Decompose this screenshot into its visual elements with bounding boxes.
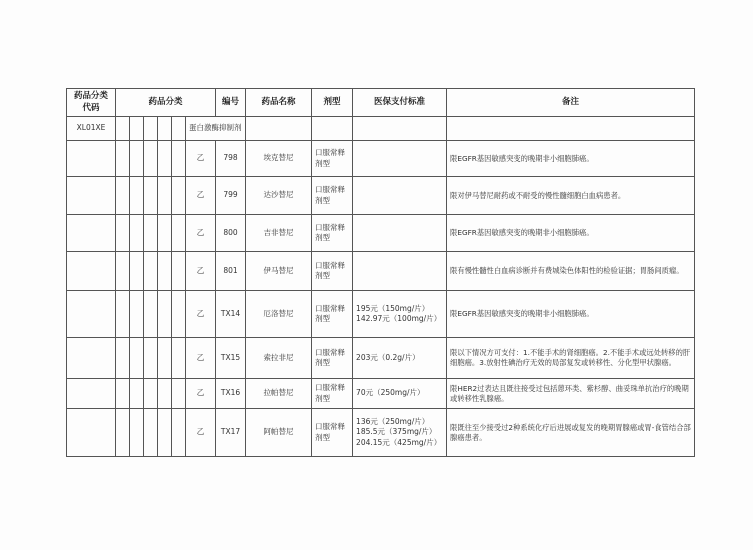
table-row xyxy=(67,177,695,215)
drug-name-cell: 吉非替尼 xyxy=(246,215,312,252)
form-cell: 口服常释剂型 xyxy=(312,379,353,409)
remark-cell: 限EGFR基因敏感突变的晚期非小细胞肺癌。 xyxy=(447,141,695,177)
form-cell: 口服常释剂型 xyxy=(312,291,353,338)
header-remarks: 备注 xyxy=(447,89,695,117)
table-header-row xyxy=(67,89,695,117)
drug-name-cell: 拉帕替尼 xyxy=(246,379,312,409)
drug-name-cell: 阿帕替尼 xyxy=(246,409,312,457)
table-row xyxy=(67,379,695,409)
table-row xyxy=(67,215,695,252)
remark-cell: 限既往至少接受过2种系统化疗后进展或复发的晚期胃腺癌或胃-食管结合部腺癌患者。 xyxy=(447,409,695,457)
payment-cell: 70元（250mg/片） xyxy=(353,379,447,409)
grade-cell: 乙 xyxy=(186,177,216,215)
form-cell: 口服常释剂型 xyxy=(312,177,353,215)
number-cell: 798 xyxy=(216,141,246,177)
drug-name-cell: 埃克替尼 xyxy=(246,141,312,177)
table-row xyxy=(67,409,695,457)
number-cell: 801 xyxy=(216,252,246,291)
remark-cell: 限有慢性髓性白血病诊断并有费城染色体阳性的检验证据；胃肠间质瘤。 xyxy=(447,252,695,291)
form-cell: 口服常释剂型 xyxy=(312,338,353,379)
category-code: XL01XE xyxy=(67,117,116,141)
header-form: 剂型 xyxy=(312,89,353,117)
number-cell: TX15 xyxy=(216,338,246,379)
remark-cell: 限HER2过表达且既往接受过包括蒽环类、紫杉醇、曲妥珠单抗治疗的晚期或转移性乳腺癌。 xyxy=(447,379,695,409)
remark-cell: 限EGFR基因敏感突变的晚期非小细胞肺癌。 xyxy=(447,215,695,252)
payment-cell xyxy=(353,215,447,252)
grade-cell: 乙 xyxy=(186,141,216,177)
remark-cell: 限以下情况方可支付：1.不能手术的肾细胞癌。2.不能手术或远处转移的肝细胞癌。3.放射性碘治疗无效的局部复发或转移性、分化型甲状腺癌。 xyxy=(447,338,695,379)
table-row xyxy=(67,338,695,379)
remark-cell: 限EGFR基因敏感突变的晚期非小细胞肺癌。 xyxy=(447,291,695,338)
header-category: 药品分类 xyxy=(116,89,216,117)
drug-name-cell: 达沙替尼 xyxy=(246,177,312,215)
category-label: 蛋白激酶抑制剂 xyxy=(186,117,246,141)
payment-cell: 203元（0.2g/片） xyxy=(353,338,447,379)
drug-name-cell: 索拉非尼 xyxy=(246,338,312,379)
number-cell: TX16 xyxy=(216,379,246,409)
payment-cell: 195元（150mg/片） 142.97元（100mg/片） xyxy=(353,291,447,338)
grade-cell: 乙 xyxy=(186,379,216,409)
table-row xyxy=(67,141,695,177)
drug-table xyxy=(66,88,695,457)
form-cell: 口服常释剂型 xyxy=(312,215,353,252)
number-cell: 799 xyxy=(216,177,246,215)
grade-cell: 乙 xyxy=(186,409,216,457)
drug-name-cell: 伊马替尼 xyxy=(246,252,312,291)
table-row xyxy=(67,291,695,338)
form-cell: 口服常释剂型 xyxy=(312,252,353,291)
header-number: 编号 xyxy=(216,89,246,117)
table-row xyxy=(67,252,695,291)
number-cell: TX14 xyxy=(216,291,246,338)
number-cell: TX17 xyxy=(216,409,246,457)
form-cell: 口服常释剂型 xyxy=(312,409,353,457)
header-payment: 医保支付标准 xyxy=(353,89,447,117)
remark-cell: 限对伊马替尼耐药或不耐受的慢性髓细胞白血病患者。 xyxy=(447,177,695,215)
header-name: 药品名称 xyxy=(246,89,312,117)
payment-cell xyxy=(353,177,447,215)
payment-cell xyxy=(353,252,447,291)
payment-cell xyxy=(353,141,447,177)
form-cell: 口服常释剂型 xyxy=(312,141,353,177)
header-code: 药品分类代码 xyxy=(67,89,116,117)
grade-cell: 乙 xyxy=(186,291,216,338)
grade-cell: 乙 xyxy=(186,215,216,252)
grade-cell: 乙 xyxy=(186,252,216,291)
number-cell: 800 xyxy=(216,215,246,252)
grade-cell: 乙 xyxy=(186,338,216,379)
payment-cell: 136元（250mg/片） 185.5元（375mg/片） 204.15元（425mg/片） xyxy=(353,409,447,457)
drug-name-cell: 厄洛替尼 xyxy=(246,291,312,338)
category-row xyxy=(67,117,695,141)
